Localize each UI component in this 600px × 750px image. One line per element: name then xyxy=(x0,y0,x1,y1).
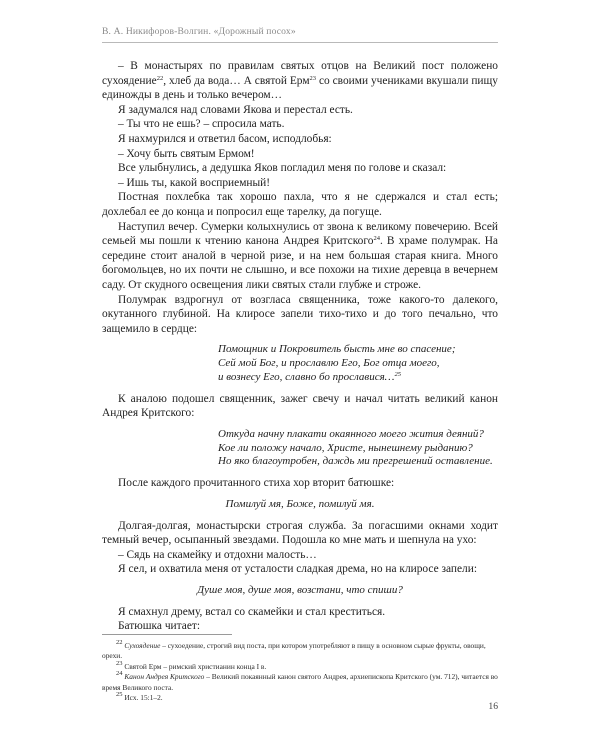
paragraph: – Сядь на скамейку и отдохни малость… xyxy=(118,548,317,561)
verse-line: Но яко благоутробен, даждь ми прегрешений оставление. xyxy=(218,455,493,468)
footnote-ref[interactable]: 22 xyxy=(156,74,164,82)
paragraph: Я сел, и охватила меня от усталости сладкая дрема, но на клиросе запели: xyxy=(118,563,478,576)
paragraph: После каждого прочитанного стиха хор вторит батюшке: xyxy=(118,477,395,490)
footnote-ref[interactable]: 25 xyxy=(394,370,401,378)
paragraph: – В монастырях по правилам святых отцов на Великий пост положено сухоядение$^{22}$, хлеб да вода… А святой Ерм$^{23}$ со своими учениками вкушали пищу единожды в день и только вечером… xyxy=(102,60,498,102)
paragraph: Я задумался над словами Якова и перестал есть. xyxy=(118,103,353,116)
paragraph: – Ты что не ешь? – спросила мать. xyxy=(118,118,285,131)
footnote-ref[interactable]: 23 xyxy=(309,74,317,82)
footnote: $^{22}$ Сухоядение – сухоедение, строгий вид поста, при котором употребляют в пищу в основном сырые фрукты, овощи, орехи. xyxy=(102,639,486,661)
paragraph: Батюшка читает: xyxy=(118,620,201,633)
footnote: $^{25}$ Исх. 15:1–2. xyxy=(116,691,163,703)
footnote: $^{24}$ Канон Андрея Критского – Великий покаянный канон святого Андрея, архиепископа Критского (ум. 712), читается во время Великого поста. xyxy=(102,670,498,692)
page-number: 16 xyxy=(488,701,498,712)
footnotes xyxy=(102,641,498,703)
paragraph: Долгая-долгая, монастырски строгая служба. За погасшими окнами ходит темный вечер, осыпанный звездами. Подошла ко мне мать и шепнула на ухо: xyxy=(102,519,498,547)
paragraph: – Хочу быть святым Ермом! xyxy=(118,147,255,160)
footnote-divider xyxy=(102,634,232,635)
verse-line: и вознесу Его, славно бо прославися…$^{25}$ xyxy=(218,370,401,383)
paragraph: К аналою подошел священник, зажег свечу и начал читать великий канон Андрея Критского: xyxy=(102,392,498,420)
footnote: $^{23}$ Святой Ерм – римский христианин конца I в. xyxy=(116,659,267,671)
verse-line: Откуда начну плакати окаянного моего жития деяний? xyxy=(218,427,484,440)
verse-line: Помощник и Покровитель бысть мне во спасение; xyxy=(218,343,456,356)
paragraph: Все улыбнулись, а дедушка Яков погладил меня по голове и сказал: xyxy=(118,162,447,175)
paragraph: Я нахмурился и ответил басом, исподлобья: xyxy=(118,132,332,145)
verse-line: Душе моя, душе моя, возстани, что спиши? xyxy=(197,584,403,597)
running-head: В. А. Никифоров-Волгин. «Дорожный посох» xyxy=(102,26,498,43)
paragraph: Постная похлебка так хорошо пахла, что я не сдержался и стал есть; дохлебал ее до конца и попросил еще тарелку, да погуще. xyxy=(102,191,498,218)
main-text xyxy=(102,59,498,634)
paragraph: Полумрак вздрогнул от возгласа священника, тоже какого-то далекого, окутанного глубиной. На клиросе запели тихо-тихо и до того печально, что защемило в сердце: xyxy=(102,293,498,335)
footnote-ref[interactable]: 24 xyxy=(373,235,380,243)
paragraph: Наступил вечер. Сумерки колыхнулись от звона к великому повечерию. Всей семьей мы пошли к чтению канона Андрея Критского$^{24}$. В храме полумрак. На середине стоит аналой в черной ризе, и на нем большая старая книга. Много богомольцев, но их почти не слышно, и все похожи на тихие деревца в вечернем саду. От скудного освещения лики святых стали глубже и строже. xyxy=(102,220,498,291)
verse-line: Помилуй мя, Боже, помилуй мя. xyxy=(225,497,375,510)
paragraph: Я смахнул дрему, встал со скамейки и стал креститься. xyxy=(118,605,386,618)
paragraph: – Ишь ты, какой восприемный! xyxy=(118,176,271,189)
verse-line: Кое ли положу начало, Христе, нынешнему рыданию? xyxy=(218,441,473,454)
verse-line: Сей мой Бог, и прославлю Его, Бог отца моего, xyxy=(218,357,440,370)
